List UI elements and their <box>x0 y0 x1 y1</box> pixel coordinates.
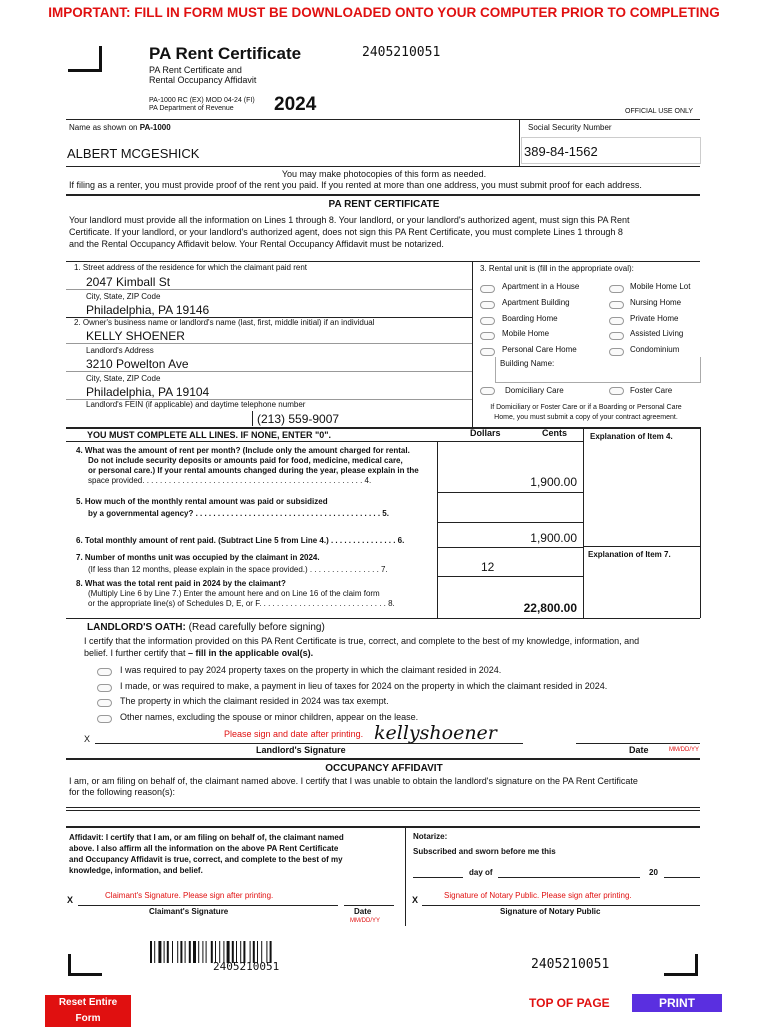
landlord-sign-prompt: Please sign and date after printing. <box>224 729 364 739</box>
landlord-name-field[interactable]: KELLY SHOENER <box>86 329 185 343</box>
line2-label: 2. Owner's business name or landlord's name (last, first, middle initial) if an individual <box>74 318 375 327</box>
rental-unit-label-right-4: Condominium <box>630 345 680 355</box>
rental-unit-label-right-1: Nursing Home <box>630 297 682 307</box>
explanation-item4-label: Explanation of Item 4. <box>590 432 673 441</box>
city-field-1[interactable]: Philadelphia, PA 19146 <box>86 303 210 317</box>
landlord-signature-field[interactable]: kellyshoener <box>374 722 497 744</box>
line5-label: 5. How much of the monthly rental amount was paid or subsidized by a governmental agency? . . . . . . . . . . . . . . . . . . . . . . . . . . . . . . . . . . . . . . . . . . 5. <box>76 497 389 518</box>
line4-amount-field[interactable]: 1,900.00 <box>530 475 577 489</box>
rental-unit-label-right-0: Mobile Home Lot <box>630 282 691 291</box>
street-address-field[interactable]: 2047 Kimball St <box>86 275 171 289</box>
claimant-signature-label: Claimant's Signature <box>149 907 229 916</box>
oath-option-oval-1[interactable] <box>97 684 112 692</box>
form-id: PA-1000 RC (EX) MOD 04-24 (FI) <box>149 97 255 104</box>
rental-unit-oval-left-0[interactable] <box>480 285 495 293</box>
rental-unit-label-left-4: Personal Care Home <box>502 345 577 355</box>
ssn-field[interactable]: 389-84-1562 <box>524 144 598 159</box>
oath-option-oval-3[interactable] <box>97 715 112 723</box>
oath-text: I certify that the information provided on this PA Rent Certificate is true, correct, and complete to the best of my knowledge, information, and belief. I further certify that – fill in the applicable oval(s). <box>84 636 640 658</box>
line6-label: 6. Total monthly amount of rent paid. (Subtract Line 5 from Line 4.) . . . . . . . . . . . . . . . 6. <box>76 536 405 545</box>
instructions: Your landlord must provide all the information on Lines 1 through 8. Your landlord, or your landlord's authorized agent, must sign this PA Rent Certificate. If your landlord, or your landlord's authorized agent, does not sign this PA Rent Certificate, you must complete Lines 1 through 8 and the Rental Occupancy Affidavit below. Your Rental Occupancy Affidavit must be notarized. <box>69 215 630 249</box>
building-name-label: Building Name: <box>500 359 555 368</box>
name-label: Name as shown on PA-1000 <box>69 123 171 132</box>
rental-unit-oval-right-2[interactable] <box>609 317 624 325</box>
year-20-label: 20 <box>649 868 658 877</box>
claimant-name-field[interactable]: ALBERT MCGESHICK <box>67 146 200 161</box>
table-header: YOU MUST COMPLETE ALL LINES. IF NONE, ENTER "0". <box>87 430 332 440</box>
photocopy-notice: You may make photocopies of this form as needed. <box>281 169 487 179</box>
form-title: PA Rent Certificate <box>149 44 302 63</box>
notary-sign-prompt: Signature of Notary Public. Please sign after printing. <box>444 891 632 900</box>
day-of-label: day of <box>469 868 493 877</box>
rental-unit-label-right-3: Assisted Living <box>630 329 684 339</box>
line1-label: 1. Street address of the residence for which the claimant paid rent <box>74 263 308 272</box>
fein-phone-label: Landlord's FEIN (if applicable) and daytime telephone number <box>86 400 306 409</box>
dollars-header: Dollars <box>470 428 501 438</box>
oath-option-label-1: I made, or was required to make, a payment in lieu of taxes for 2024 on the property in which the claimant resided in 2024. <box>120 680 608 691</box>
official-use-label: OFFICIAL USE ONLY <box>625 108 694 115</box>
rental-unit-oval-right-4[interactable] <box>609 348 624 356</box>
rental-unit-label-left-3: Mobile Home <box>502 329 550 339</box>
oath-option-oval-0[interactable] <box>97 668 112 676</box>
oath-option-label-0: I was required to pay 2024 property taxes on the property in which the claimant resided in 2024. <box>120 665 502 675</box>
document-number: 2405210051 <box>362 45 441 60</box>
oath-option-label-3: Other names, excluding the spouse or minor children, appear on the lease. <box>120 711 419 722</box>
claimant-date-format: MM/DD/YY <box>350 918 380 924</box>
city-label-1: City, State, ZIP Code <box>86 292 161 301</box>
oath-option-oval-2[interactable] <box>97 699 112 707</box>
line8-label: 8. What was the total rent paid in 2024 by the claimant? (Multiply Line 6 by Line 7.) Enter the amount here and on Line 16 of the claim form or the appropriate line(s) of Schedules D, E, or F. . . . . . . . . . . . . . . . . . . . . . . . . . . . . 8. <box>76 579 395 608</box>
building-name-field[interactable] <box>495 357 701 383</box>
print-button[interactable]: PRINT <box>632 994 722 1012</box>
claimant-date-label: Date <box>354 907 372 916</box>
city-field-2[interactable]: Philadelphia, PA 19104 <box>86 385 210 399</box>
claimant-sign-prompt: Claimant's Signature. Please sign after printing. <box>105 891 274 900</box>
notary-x-mark: X <box>412 895 419 905</box>
registration-mark-bottom-left <box>68 954 102 976</box>
reset-form-button[interactable]: Reset Entire Form <box>45 995 131 1027</box>
footer-document-number: 2405210051 <box>531 957 610 972</box>
occupancy-affidavit-title: OCCUPANCY AFFIDAVIT <box>325 763 443 774</box>
landlord-address-label: Landlord's Address <box>86 346 154 355</box>
rental-unit-label-left-2: Boarding Home <box>502 313 558 323</box>
care-contract-note: If Domiciliary or Foster Care or if a Boarding or Personal Care Home, you must submit a copy of your contract agreement. <box>490 404 682 421</box>
landlord-date-label: Date <box>629 745 649 755</box>
registration-mark-bottom-right <box>664 954 698 976</box>
line6-amount-field[interactable]: 1,900.00 <box>530 531 577 545</box>
foster-care-oval[interactable] <box>609 387 624 395</box>
domiciliary-care-label: Domiciliary Care <box>505 386 564 395</box>
sworn-label: Subscribed and sworn before me this <box>413 847 556 856</box>
notary-signature-field[interactable] <box>422 889 700 905</box>
notarize-label: Notarize: <box>413 832 448 841</box>
city-label-2: City, State, ZIP Code <box>86 374 161 383</box>
rental-unit-oval-right-3[interactable] <box>609 332 624 340</box>
explanation-item4-field[interactable] <box>584 444 700 544</box>
rental-unit-oval-left-1[interactable] <box>480 301 495 309</box>
rental-unit-oval-right-1[interactable] <box>609 301 624 309</box>
rental-unit-oval-left-3[interactable] <box>480 332 495 340</box>
rental-unit-label-left-0: Apartment in a House <box>502 282 580 291</box>
tax-year: 2024 <box>274 94 317 115</box>
oath-title: LANDLORD'S OATH: (Read carefully before signing) <box>87 622 325 633</box>
line7-label: 7. Number of months unit was occupied by the claimant in 2024. (If less than 12 months, please explain in the space provided.) . . . . . . . . . . . . . . . . 7. <box>76 553 388 574</box>
domiciliary-care-oval[interactable] <box>480 387 495 395</box>
phone-field[interactable]: (213) 559-9007 <box>257 412 340 426</box>
rental-unit-label-right-2: Private Home <box>630 313 679 323</box>
claimant-x-mark: X <box>67 895 74 905</box>
notary-signature-label: Signature of Notary Public <box>500 907 601 916</box>
ssn-label: Social Security Number <box>528 123 612 132</box>
barcode-number: 2405210051 <box>213 960 280 973</box>
download-warning-banner: IMPORTANT: FILL IN FORM MUST BE DOWNLOADED ONTO YOUR COMPUTER PRIOR TO COMPLETING <box>48 5 720 20</box>
line5-amount-field[interactable] <box>438 493 582 521</box>
explanation-item7-label: Explanation of Item 7. <box>588 550 671 559</box>
explanation-item7-field[interactable] <box>584 562 700 617</box>
affidavit-text: I am, or am filing on behalf of, the claimant named above. I certify that I was unable to obtain the landlord's signature on the PA Rent Certificate for the following reason(s): <box>69 776 638 797</box>
affidavit-certification: Affidavit: I certify that I am, or am filing on behalf of, the claimant named above. I also affirm all the information on the above PA Rent Certificate and Occupancy Affidavit is true, correct, and complete to the best of my knowledge, information, and belief. <box>69 833 344 875</box>
foster-care-label: Foster Care <box>630 386 673 395</box>
landlord-x-mark: X <box>84 734 91 744</box>
line7-months-field[interactable]: 12 <box>481 560 495 574</box>
proof-notice: If filing as a renter, you must provide proof of the rent you paid. If you rented at more than one address, you must submit proof for each address. <box>69 180 642 190</box>
landlord-signature-label: Landlord's Signature <box>256 745 346 755</box>
rental-unit-label-left-1: Apartment Building <box>502 297 570 307</box>
oath-option-label-2: The property in which the claimant resided in 2024 was tax exempt. <box>120 696 389 706</box>
rental-unit-oval-right-0[interactable] <box>609 285 624 293</box>
line8-total-field[interactable]: 22,800.00 <box>523 601 577 615</box>
rental-unit-oval-left-4[interactable] <box>480 348 495 356</box>
landlord-date-format: MM/DD/YY <box>669 747 699 753</box>
rental-unit-oval-left-2[interactable] <box>480 317 495 325</box>
form-subtitle-2: Rental Occupancy Affidavit <box>149 75 257 85</box>
top-of-page-link[interactable]: TOP OF PAGE <box>529 996 610 1010</box>
form-subtitle-1: PA Rent Certificate and <box>149 65 242 75</box>
line4-label: 4. What was the amount of rent per month? (Include only the amount charged for rental. Do not include security deposits or amounts paid for food, medicine, medical care, or personal care.) If your rental amounts changed during the year, please explain in the space provided. . . . . . . . . . . . . . . . . . . . . . . . . . . . . . . . . . . . . . . . . . . . . . . . . . 4. <box>76 446 419 485</box>
department: PA Department of Revenue <box>149 105 234 112</box>
section-title-rent-certificate: PA RENT CERTIFICATE <box>328 199 440 210</box>
registration-mark-top-left <box>68 46 102 72</box>
landlord-address-field[interactable]: 3210 Powelton Ave <box>86 357 189 371</box>
cents-header: Cents <box>542 428 568 438</box>
claimant-signature-field[interactable] <box>78 889 338 905</box>
affidavit-reason-field[interactable] <box>66 800 700 826</box>
rental-unit-label: 3. Rental unit is (fill in the appropriate oval): <box>480 264 634 273</box>
